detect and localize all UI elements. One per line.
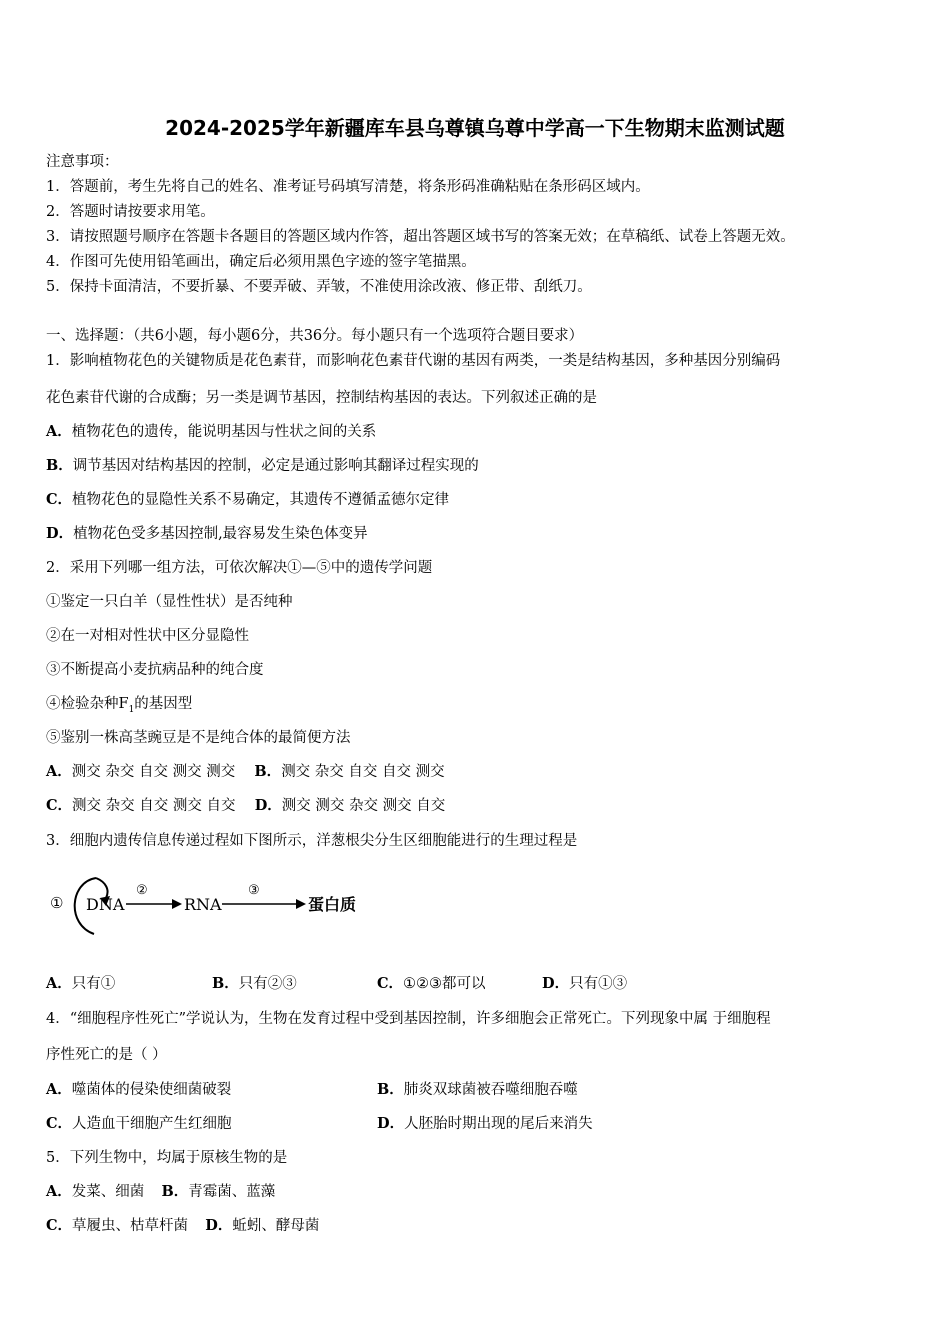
option-text: 只有①③ [569, 976, 628, 992]
option-label: A． [46, 1183, 72, 1200]
option-label: D． [254, 797, 282, 814]
option-label: C． [46, 1115, 73, 1132]
option-text: 噬菌体的侵染使细菌破裂 [71, 1082, 232, 1098]
question-5-options-ab [46, 1183, 275, 1201]
option-text: 草履虫、枯草杆菌 [72, 1218, 189, 1234]
notice-item: 2．答题时请按要求用笔。 [46, 204, 215, 220]
question-3-stem: 3．细胞内遗传信息传递过程如下图所示，洋葱根尖分生区细胞能进行的生理过程是 [46, 833, 578, 849]
option-label: C． [46, 1217, 73, 1234]
option-text: 调节基因对结构基因的控制，必定是通过影响其翻译过程实现的 [72, 458, 479, 474]
option-text: 植物花色的显隐性关系不易确定，其遗传不遵循孟德尔定律 [72, 492, 450, 508]
question-4-option-d [377, 1115, 593, 1133]
question-2-stem: 2．采用下列哪一组方法，可依次解决①—⑤中的遗传学问题 [46, 560, 433, 576]
section-heading: 一、选择题：（共6小题，每小题6分，共36分。每小题只有一个选项符合题目要求） [46, 328, 584, 344]
option-text: 只有②③ [238, 976, 297, 992]
option-label: D． [542, 975, 570, 992]
dna-label: DNA [86, 895, 125, 914]
notice-item: 3．请按照题号顺序在答题卡各题目的答题区域内作答，超出答题区域书写的答案无效；在草稿纸、试卷上答题无效。 [46, 229, 795, 245]
question-2-options-ab [46, 763, 445, 781]
option-label: B． [212, 975, 239, 992]
option-text: 人造血干细胞产生红细胞 [72, 1116, 232, 1132]
question-3-option-c [377, 975, 486, 993]
option-text: 肺炎双球菌被吞噬细胞吞噬 [403, 1082, 578, 1098]
notice-heading: 注意事项： [46, 154, 119, 170]
option-text: 只有① [71, 976, 116, 992]
option-text: 青霉菌、蓝藻 [188, 1184, 276, 1200]
question-4-option-c [46, 1115, 232, 1133]
rna-label: RNA [184, 895, 222, 914]
question-2-options-cd [46, 797, 445, 815]
item-text: ④检验杂种F [46, 696, 129, 712]
option-label: B． [161, 1183, 189, 1200]
protein-label: 蛋白质 [308, 895, 357, 914]
question-3-option-d [542, 975, 627, 993]
question-4-option-a [46, 1081, 231, 1099]
option-text: 测交 杂交 自交 自交 测交 [281, 764, 445, 780]
option-text: 蚯蚓、酵母菌 [232, 1218, 320, 1234]
process-2-label: ② [136, 883, 148, 898]
genetic-info-flow-diagram [44, 862, 364, 942]
option-label: D． [205, 1217, 233, 1234]
transcription-arrowhead [172, 899, 182, 909]
question-5-options-cd [46, 1217, 319, 1235]
option-label: A． [46, 1081, 72, 1098]
question-4-stem-cont: 序性死亡的是（ ） [46, 1047, 167, 1063]
question-3-option-a [46, 975, 115, 993]
option-text: 测交 测交 杂交 测交 自交 [281, 798, 446, 814]
option-text: 测交 杂交 自交 测交 自交 [72, 798, 236, 814]
option-label: A． [46, 975, 72, 992]
option-text: 发菜、细菌 [71, 1184, 145, 1200]
question-2-item: ①鉴定一只白羊（显性性状）是否纯种 [46, 594, 293, 610]
translation-arrowhead [296, 899, 306, 909]
option-label: A． [46, 763, 72, 780]
process-3-label: ③ [248, 883, 260, 898]
question-3-option-b [212, 975, 297, 993]
question-2-item: ⑤鉴别一株高茎豌豆是不是纯合体的最简便方法 [46, 730, 351, 746]
notice-item: 1．答题前，考生先将自己的姓名、准考证号码填写清楚，将条形码准确粘贴在条形码区域内。 [46, 179, 650, 195]
question-1-option-a [46, 423, 376, 441]
option-text: 测交 杂交 自交 测交 测交 [71, 764, 236, 780]
question-2-item: ③不断提高小麦抗病品种的纯合度 [46, 662, 264, 678]
option-label: C． [46, 491, 73, 508]
option-label: B． [46, 457, 73, 474]
option-label: D． [377, 1115, 405, 1132]
option-label: C． [46, 797, 73, 814]
question-1-option-d [46, 525, 368, 543]
option-label: A． [46, 423, 72, 440]
option-text: 植物花色受多基因控制,最容易发生染色体变异 [73, 526, 368, 542]
option-text: ①②③都可以 [403, 976, 486, 992]
option-label: D． [46, 525, 74, 542]
notice-item: 4．作图可先使用铅笔画出，确定后必须用黑色字迹的签字笔描黑。 [46, 254, 476, 270]
item-text-tail: 的基因型 [134, 696, 193, 712]
process-1-label: ① [50, 894, 64, 912]
option-label: B． [254, 763, 282, 780]
question-4-stem: 4．“细胞程序性死亡”学说认为，生物在发育过程中受到基因控制，许多细胞会正常死亡。下列现象中属 于细胞程 [46, 1011, 771, 1027]
option-text: 人胚胎时期出现的尾后来消失 [404, 1116, 593, 1132]
notice-item: 5．保持卡面清洁，不要折暴、不要弄破、弄皱，不准使用涂改液、修正带、刮纸刀。 [46, 279, 592, 295]
subscript: 1 [128, 704, 135, 715]
question-1-stem-cont: 花色素苷代谢的合成酶；另一类是调节基因，控制结构基因的表达。下列叙述正确的是 [46, 390, 597, 406]
question-1-option-c [46, 491, 449, 509]
question-1-stem: 1．影响植物花色的关键物质是花色素苷，而影响花色素苷代谢的基因有两类，一类是结构基因，多种基因分别编码 [46, 353, 781, 369]
question-4-option-b [377, 1081, 578, 1099]
page-title: 2024-2025学年新疆库车县乌尊镇乌尊中学高一下生物期末监测试题 [165, 116, 785, 140]
question-2-item [46, 695, 192, 719]
question-1-option-b [46, 457, 479, 475]
option-label: C． [377, 975, 404, 992]
question-5-stem: 5．下列生物中，均属于原核生物的是 [46, 1150, 288, 1166]
option-label: B． [377, 1081, 404, 1098]
question-2-item: ②在一对相对性状中区分显隐性 [46, 628, 249, 644]
option-text: 植物花色的遗传，能说明基因与性状之间的关系 [71, 424, 377, 440]
